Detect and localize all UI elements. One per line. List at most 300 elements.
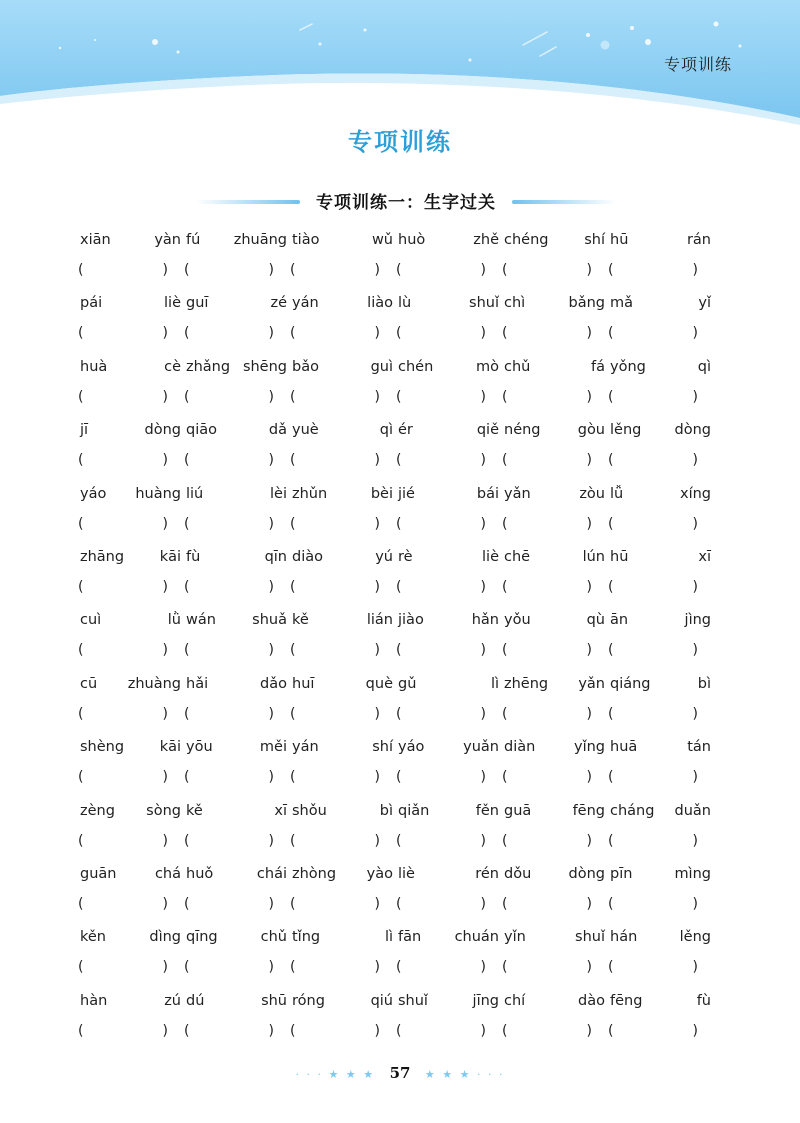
word-item xyxy=(608,295,713,358)
word-item xyxy=(184,866,289,929)
answer-blank[interactable] xyxy=(396,769,486,791)
open-paren: ( xyxy=(184,388,190,405)
word-item xyxy=(396,232,501,295)
close-paren: ) xyxy=(162,388,168,405)
pinyin-syllable: liè xyxy=(164,295,181,312)
answer-blank[interactable] xyxy=(78,833,168,855)
pinyin-syllable: lún xyxy=(582,548,605,565)
pinyin-syllable: mǎ xyxy=(610,295,634,312)
answer-blank[interactable] xyxy=(290,833,380,855)
word-item xyxy=(290,803,395,866)
pinyin-prompt xyxy=(184,612,289,628)
pinyin-syllable: cū xyxy=(80,675,98,692)
exercise-row xyxy=(78,612,711,675)
pinyin-syllable: qiú xyxy=(370,992,393,1009)
open-paren: ( xyxy=(290,578,296,595)
pinyin-syllable: jié xyxy=(398,485,415,502)
pinyin-prompt xyxy=(184,803,289,819)
pinyin-syllable: yuè xyxy=(292,422,319,439)
pinyin-prompt xyxy=(184,359,289,375)
pinyin-prompt xyxy=(290,422,395,438)
answer-blank[interactable] xyxy=(290,262,380,284)
pinyin-syllable: lèi xyxy=(270,485,287,502)
answer-blank[interactable] xyxy=(608,959,698,981)
open-paren: ( xyxy=(608,325,614,342)
close-paren: ) xyxy=(268,515,274,532)
pinyin-syllable: shuǐ xyxy=(469,295,499,312)
pinyin-syllable: diào xyxy=(292,548,323,565)
pinyin-syllable: lián xyxy=(366,612,393,629)
pinyin-syllable: chéng xyxy=(504,232,549,248)
answer-blank[interactable] xyxy=(608,516,698,538)
pinyin-syllable: zhāng xyxy=(80,548,125,565)
close-paren: ) xyxy=(268,1022,274,1039)
close-paren: ) xyxy=(162,325,168,342)
open-paren: ( xyxy=(78,959,84,976)
answer-blank[interactable] xyxy=(608,389,698,411)
pinyin-syllable: néng xyxy=(504,422,541,439)
pinyin-syllable: yǒng xyxy=(610,358,646,375)
pinyin-syllable: dòng xyxy=(144,422,181,439)
pinyin-syllable: zhě xyxy=(473,232,499,248)
pinyin-prompt xyxy=(184,676,289,692)
pinyin-prompt xyxy=(608,803,713,819)
open-paren: ( xyxy=(184,515,190,532)
answer-blank[interactable] xyxy=(184,642,274,664)
answer-blank[interactable] xyxy=(396,896,486,918)
answer-blank[interactable] xyxy=(608,579,698,601)
pinyin-syllable: zhēng xyxy=(504,675,549,692)
answer-blank[interactable] xyxy=(184,579,274,601)
pinyin-prompt xyxy=(608,422,713,438)
close-paren: ) xyxy=(586,388,592,405)
answer-blank[interactable] xyxy=(290,579,380,601)
pinyin-syllable: bì xyxy=(697,675,711,692)
pinyin-prompt xyxy=(290,359,395,375)
open-paren: ( xyxy=(290,515,296,532)
word-item xyxy=(396,422,501,485)
answer-blank[interactable] xyxy=(502,1023,592,1045)
answer-blank[interactable] xyxy=(396,579,486,601)
pinyin-syllable: shí xyxy=(584,232,605,248)
close-paren: ) xyxy=(162,642,168,659)
answer-blank[interactable] xyxy=(78,769,168,791)
pinyin-syllable: liú xyxy=(186,485,204,502)
footer-stars-right: ★ ★ ★ · · · xyxy=(424,1068,505,1081)
pinyin-syllable: zú xyxy=(164,992,181,1009)
answer-blank[interactable] xyxy=(502,262,592,284)
word-item xyxy=(78,866,183,929)
open-paren: ( xyxy=(184,642,190,659)
answer-blank[interactable] xyxy=(608,642,698,664)
pinyin-syllable: bèi xyxy=(370,485,393,502)
exercise-row xyxy=(78,675,711,739)
word-item xyxy=(78,549,183,612)
open-paren: ( xyxy=(608,515,614,532)
answer-blank[interactable] xyxy=(396,262,486,284)
answer-blank[interactable] xyxy=(78,642,168,664)
close-paren: ) xyxy=(162,895,168,912)
page-title: 专项训练 xyxy=(348,127,452,156)
pinyin-syllable: zhǎng xyxy=(186,358,231,375)
pinyin-syllable: kāi xyxy=(159,739,181,756)
open-paren: ( xyxy=(502,1022,508,1039)
pinyin-syllable: xī xyxy=(698,548,711,565)
word-item xyxy=(502,803,607,866)
pinyin-syllable: huà xyxy=(80,358,108,375)
close-paren: ) xyxy=(586,262,592,278)
word-item xyxy=(396,866,501,929)
pinyin-syllable: dǎo xyxy=(260,675,287,692)
answer-blank[interactable] xyxy=(502,642,592,664)
pinyin-syllable: duǎn xyxy=(674,802,711,819)
answer-blank[interactable] xyxy=(502,516,592,538)
pinyin-syllable: qì xyxy=(379,422,393,439)
close-paren: ) xyxy=(692,388,698,405)
word-item xyxy=(78,612,183,675)
answer-blank[interactable] xyxy=(184,262,274,284)
pinyin-syllable: dòng xyxy=(568,865,605,882)
answer-blank[interactable] xyxy=(502,389,592,411)
word-item xyxy=(608,993,713,1056)
pinyin-prompt xyxy=(502,422,607,438)
pinyin-prompt xyxy=(608,359,713,375)
exercise-grid xyxy=(78,232,711,1056)
pinyin-syllable: tǐng xyxy=(292,929,321,946)
answer-blank[interactable] xyxy=(396,389,486,411)
exercise-row xyxy=(78,992,711,1056)
answer-blank[interactable] xyxy=(78,262,168,284)
answer-blank[interactable] xyxy=(184,389,274,411)
word-item xyxy=(184,359,289,422)
open-paren: ( xyxy=(396,515,402,532)
word-item xyxy=(78,359,183,422)
pinyin-prompt xyxy=(502,232,607,248)
answer-blank[interactable] xyxy=(78,516,168,538)
pinyin-prompt xyxy=(396,422,501,438)
pinyin-syllable: lì xyxy=(490,675,499,692)
word-item xyxy=(78,676,183,739)
answer-blank[interactable] xyxy=(608,325,698,347)
answer-blank[interactable] xyxy=(608,769,698,791)
pinyin-syllable: zhòng xyxy=(292,865,337,882)
answer-blank[interactable] xyxy=(608,833,698,855)
pinyin-syllable: chǔ xyxy=(260,929,287,946)
pinyin-syllable: sòng xyxy=(146,802,181,819)
pinyin-syllable: huī xyxy=(292,675,315,692)
answer-blank[interactable] xyxy=(78,1023,168,1045)
pinyin-syllable: dào xyxy=(578,992,605,1009)
answer-blank[interactable] xyxy=(502,706,592,728)
word-item xyxy=(502,295,607,358)
word-item xyxy=(184,676,289,739)
word-item xyxy=(396,676,501,739)
close-paren: ) xyxy=(162,959,168,976)
word-item xyxy=(290,359,395,422)
word-item xyxy=(502,359,607,422)
pinyin-syllable: gǔ xyxy=(398,675,417,692)
page-footer xyxy=(0,1064,800,1086)
word-item xyxy=(502,739,607,802)
pinyin-syllable: zòu xyxy=(579,485,605,502)
open-paren: ( xyxy=(78,832,84,849)
answer-blank[interactable] xyxy=(184,833,274,855)
pinyin-prompt xyxy=(78,612,183,628)
pinyin-syllable: pīn xyxy=(610,865,633,882)
answer-blank[interactable] xyxy=(78,389,168,411)
pinyin-syllable: yáo xyxy=(398,739,425,756)
close-paren: ) xyxy=(162,705,168,722)
pinyin-syllable: ān xyxy=(610,612,629,629)
pinyin-syllable: zhuāng xyxy=(233,232,287,248)
pinyin-prompt xyxy=(502,866,607,882)
close-paren: ) xyxy=(480,705,486,722)
answer-blank[interactable] xyxy=(608,706,698,728)
pinyin-syllable: guā xyxy=(504,802,532,819)
pinyin-syllable: gòu xyxy=(577,422,605,439)
answer-blank[interactable] xyxy=(290,325,380,347)
word-item xyxy=(184,422,289,485)
pinyin-prompt xyxy=(396,929,501,945)
answer-blank[interactable] xyxy=(502,325,592,347)
answer-blank[interactable] xyxy=(608,896,698,918)
answer-blank[interactable] xyxy=(78,959,168,981)
word-item xyxy=(184,232,289,295)
pinyin-prompt xyxy=(184,549,289,565)
pinyin-syllable: xiān xyxy=(80,232,111,248)
pinyin-syllable: qiāo xyxy=(186,422,217,439)
open-paren: ( xyxy=(290,959,296,976)
pinyin-syllable: yōu xyxy=(186,739,213,756)
answer-blank[interactable] xyxy=(184,452,274,474)
pinyin-prompt xyxy=(78,993,183,1009)
answer-blank[interactable] xyxy=(290,706,380,728)
word-item xyxy=(78,803,183,866)
answer-blank[interactable] xyxy=(608,452,698,474)
section-header xyxy=(0,186,800,216)
word-item xyxy=(396,803,501,866)
pinyin-prompt xyxy=(78,549,183,565)
pinyin-prompt xyxy=(608,295,713,311)
close-paren: ) xyxy=(374,705,380,722)
answer-blank[interactable] xyxy=(502,959,592,981)
close-paren: ) xyxy=(692,325,698,342)
open-paren: ( xyxy=(78,1022,84,1039)
pinyin-prompt xyxy=(502,739,607,755)
pinyin-prompt xyxy=(396,295,501,311)
open-paren: ( xyxy=(502,262,508,278)
word-item xyxy=(502,993,607,1056)
open-paren: ( xyxy=(184,832,190,849)
pinyin-prompt xyxy=(78,295,183,311)
pinyin-prompt xyxy=(396,993,501,1009)
answer-blank[interactable] xyxy=(396,1023,486,1045)
pinyin-prompt xyxy=(396,549,501,565)
pinyin-syllable: bì xyxy=(379,802,393,819)
answer-blank[interactable] xyxy=(184,896,274,918)
answer-blank[interactable] xyxy=(396,706,486,728)
pinyin-syllable: dìng xyxy=(149,929,181,946)
pinyin-syllable: chén xyxy=(398,358,434,375)
open-paren: ( xyxy=(396,959,402,976)
answer-blank[interactable] xyxy=(502,833,592,855)
pinyin-syllable: xī xyxy=(274,802,287,819)
answer-blank[interactable] xyxy=(184,325,274,347)
answer-blank[interactable] xyxy=(78,325,168,347)
close-paren: ) xyxy=(586,769,592,786)
answer-blank[interactable] xyxy=(184,959,274,981)
pinyin-prompt xyxy=(290,549,395,565)
close-paren: ) xyxy=(268,895,274,912)
word-item xyxy=(396,612,501,675)
pinyin-syllable: cè xyxy=(164,358,181,375)
close-paren: ) xyxy=(692,895,698,912)
pinyin-prompt xyxy=(184,422,289,438)
exercise-row xyxy=(78,929,711,992)
close-paren: ) xyxy=(374,388,380,405)
answer-blank[interactable] xyxy=(184,769,274,791)
open-paren: ( xyxy=(396,578,402,595)
word-item xyxy=(290,993,395,1056)
close-paren: ) xyxy=(374,452,380,469)
answer-blank[interactable] xyxy=(396,642,486,664)
answer-blank[interactable] xyxy=(78,579,168,601)
pinyin-prompt xyxy=(290,232,395,248)
open-paren: ( xyxy=(290,452,296,469)
answer-blank[interactable] xyxy=(396,959,486,981)
answer-blank[interactable] xyxy=(502,452,592,474)
pinyin-syllable: guī xyxy=(186,295,209,312)
word-item xyxy=(396,929,501,992)
section-divider-right xyxy=(512,200,616,204)
pinyin-syllable: shí xyxy=(372,739,393,756)
close-paren: ) xyxy=(480,895,486,912)
pinyin-syllable: jìng xyxy=(684,612,711,629)
word-item xyxy=(608,803,713,866)
pinyin-syllable: zhuàng xyxy=(127,675,181,692)
open-paren: ( xyxy=(502,895,508,912)
open-paren: ( xyxy=(396,895,402,912)
pinyin-syllable: shuǎ xyxy=(252,612,287,629)
pinyin-prompt xyxy=(502,612,607,628)
open-paren: ( xyxy=(502,832,508,849)
answer-blank[interactable] xyxy=(290,389,380,411)
pinyin-prompt xyxy=(184,929,289,945)
answer-blank[interactable] xyxy=(184,516,274,538)
answer-blank[interactable] xyxy=(78,452,168,474)
answer-blank[interactable] xyxy=(290,452,380,474)
answer-blank[interactable] xyxy=(396,452,486,474)
pinyin-syllable: qiáng xyxy=(610,675,651,692)
answer-blank[interactable] xyxy=(184,1023,274,1045)
pinyin-syllable: liào xyxy=(367,295,393,312)
pinyin-prompt xyxy=(184,486,289,502)
close-paren: ) xyxy=(586,515,592,532)
pinyin-syllable: huā xyxy=(610,739,638,756)
word-item xyxy=(502,486,607,549)
close-paren: ) xyxy=(374,325,380,342)
pinyin-syllable: kě xyxy=(292,612,309,629)
pinyin-prompt xyxy=(290,676,395,692)
open-paren: ( xyxy=(290,388,296,405)
answer-blank[interactable] xyxy=(502,769,592,791)
pinyin-prompt xyxy=(184,866,289,882)
pinyin-syllable: dú xyxy=(186,992,205,1009)
pinyin-prompt xyxy=(78,232,183,248)
exercise-row xyxy=(78,232,711,295)
answer-blank[interactable] xyxy=(184,706,274,728)
word-item xyxy=(608,422,713,485)
answer-blank[interactable] xyxy=(290,959,380,981)
pinyin-syllable: fēng xyxy=(610,992,643,1009)
answer-blank[interactable] xyxy=(290,642,380,664)
answer-blank[interactable] xyxy=(78,706,168,728)
answer-blank[interactable] xyxy=(608,262,698,284)
close-paren: ) xyxy=(268,325,274,342)
answer-blank[interactable] xyxy=(396,516,486,538)
open-paren: ( xyxy=(396,642,402,659)
answer-blank[interactable] xyxy=(290,769,380,791)
close-paren: ) xyxy=(374,832,380,849)
answer-blank[interactable] xyxy=(502,579,592,601)
pinyin-syllable: chuán xyxy=(454,929,499,946)
close-paren: ) xyxy=(374,642,380,659)
word-item xyxy=(290,295,395,358)
answer-blank[interactable] xyxy=(608,1023,698,1045)
pinyin-syllable: fù xyxy=(696,992,711,1009)
pinyin-syllable: qīng xyxy=(186,929,218,946)
open-paren: ( xyxy=(502,959,508,976)
word-item xyxy=(184,929,289,992)
open-paren: ( xyxy=(290,642,296,659)
answer-blank[interactable] xyxy=(290,1023,380,1045)
exercise-row xyxy=(78,295,711,358)
word-item xyxy=(290,612,395,675)
close-paren: ) xyxy=(162,769,168,786)
pinyin-prompt xyxy=(78,929,183,945)
open-paren: ( xyxy=(502,705,508,722)
word-item xyxy=(396,359,501,422)
section-divider-left xyxy=(196,200,300,204)
close-paren: ) xyxy=(480,1022,486,1039)
pinyin-syllable: jīng xyxy=(472,992,499,1009)
open-paren: ( xyxy=(396,262,402,278)
answer-blank[interactable] xyxy=(290,896,380,918)
close-paren: ) xyxy=(692,832,698,849)
answer-blank[interactable] xyxy=(290,516,380,538)
pinyin-syllable: wǔ xyxy=(371,232,393,248)
pinyin-prompt xyxy=(502,359,607,375)
close-paren: ) xyxy=(268,578,274,595)
open-paren: ( xyxy=(396,769,402,786)
word-item xyxy=(78,422,183,485)
answer-blank[interactable] xyxy=(396,833,486,855)
answer-blank[interactable] xyxy=(396,325,486,347)
close-paren: ) xyxy=(268,642,274,659)
pinyin-prompt xyxy=(396,676,501,692)
pinyin-prompt xyxy=(184,739,289,755)
answer-blank[interactable] xyxy=(78,896,168,918)
pinyin-prompt xyxy=(290,295,395,311)
close-paren: ) xyxy=(480,388,486,405)
close-paren: ) xyxy=(268,705,274,722)
pinyin-syllable: chá xyxy=(154,865,181,882)
open-paren: ( xyxy=(78,895,84,912)
open-paren: ( xyxy=(608,895,614,912)
word-item xyxy=(290,929,395,992)
answer-blank[interactable] xyxy=(502,896,592,918)
close-paren: ) xyxy=(480,769,486,786)
